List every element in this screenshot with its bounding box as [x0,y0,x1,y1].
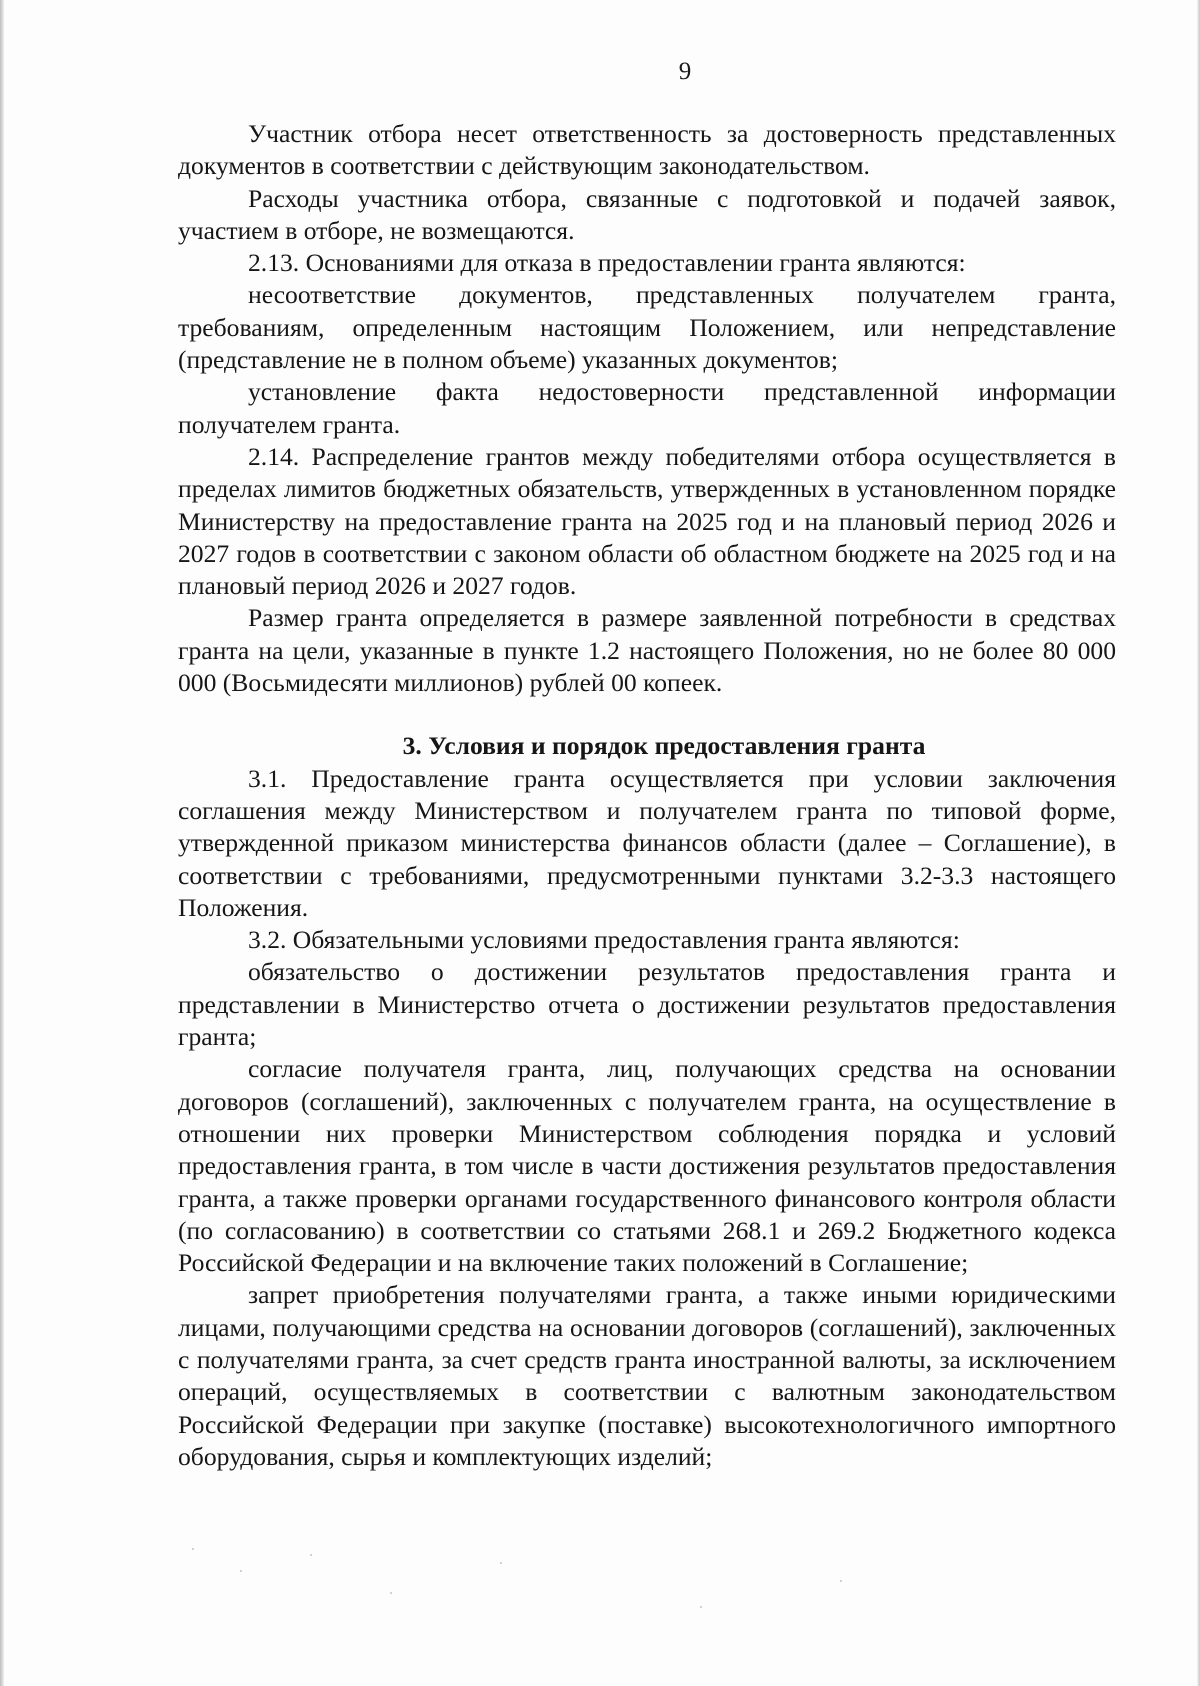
scan-speck [390,1592,392,1594]
scan-speck [240,1570,242,1572]
scan-speck [500,1562,502,1564]
scan-speck [310,1554,312,1556]
paragraph: Расходы участника отбора, связанные с подготовкой и подачей заявок, участием в отборе, не возмещаются. [178,183,1116,245]
paragraph: Участник отбора несет ответственность за достоверность представленных документов в соответствии с действующим законодательством. [178,119,1116,181]
paragraph: запрет приобретения получателями гранта, а также иными юридическими лицами, получающими средства на основании договоров (соглашений), заключенных с получателями гранта, за счет средств гранта иностранной валюты, за исключением операций, осуществляемых в соответствии с валютным законодательством Российской Федерации при закупке (поставке) высокотехнологичного импортного оборудования, сырья и комплектующих изделий; [178,1280,1116,1471]
paragraph: 3.1. Предоставление гранта осуществляется при условии заключения соглашения между Министерством и получателем гранта по типовой форме, утвержденной приказом министерства финансов области (далее – Соглашение), в соответствии с требованиями, предусмотренными пунктами 3.2-3.3 настоящего Положения. [178,763,1116,922]
paragraph: обязательство о достижении результатов предоставления гранта и представлении в Министерство отчета о достижении результатов предоставления гранта; [178,957,1116,1052]
paragraph: 2.13. Основаниями для отказа в предоставлении гранта являются: [248,248,966,278]
paragraph: Размер гранта определяется в размере заявленной потребности в средствах гранта на цели, указанные в пункте 1.2 настоящего Положения, но не более 80 000 000 (Восьмидесяти миллионов) рублей 00 копеек. [178,603,1116,698]
scan-speck [700,1606,702,1608]
document-body [178,118,1116,1473]
paragraph: согласие получателя гранта, лиц, получающих средства на основании договоров (соглашений), заключенных с получателем гранта, на осуществление в отношении них проверки Министерством соблюдения порядка и условий предоставления гранта, в том числе в части достижения результатов предоставления гранта, а также проверки органами государственного финансового контроля области (по согласованию) в соответствии со статьями 268.1 и 269.2 Бюджетного кодекса Российской Федерации и на включение таких положений в Соглашение; [178,1054,1116,1278]
scan-speck [192,1548,194,1550]
scan-speck [840,1580,842,1582]
paragraph: 3.2. Обязательными условиями предоставления гранта являются: [248,925,960,955]
scan-edge-left [0,0,4,1686]
paragraph: 2.14. Распределение грантов между победителями отбора осуществляется в пределах лимитов бюджетных обязательств, утвержденных в установленном порядке Министерству на предоставление гранта на 2025 год и на плановый период 2026 и 2027 годов в соответствии с законом области об областном бюджете на 2025 год и на плановый период 2026 и 2027 годов. [178,441,1116,601]
section-heading: 3. Условия и порядок предоставления гранта [402,731,926,761]
scan-noise [180,1540,880,1620]
paragraph: установление факта недостоверности представленной информации получателем гранта. [178,377,1116,439]
page-number: 9 [678,58,692,85]
paragraph: несоответствие документов, представленных получателем гранта, требованиям, определенным настоящим Положением, или непредставление (представление не в полном объеме) указанных документов; [178,280,1116,375]
